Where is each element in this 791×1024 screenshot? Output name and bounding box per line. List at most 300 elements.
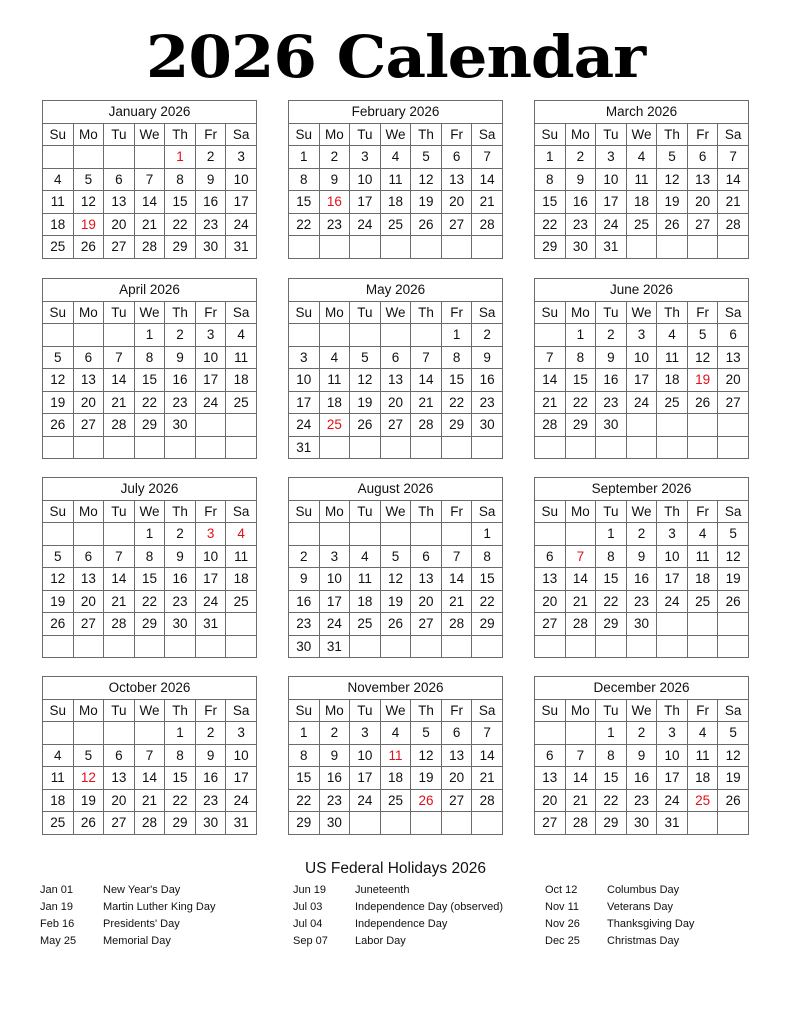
holiday-date: Jul 03	[293, 901, 323, 913]
weekday-header: Mo	[319, 500, 350, 523]
day-cell: 18	[226, 369, 257, 392]
day-cell: 19	[718, 767, 749, 790]
weekday-header: Mo	[565, 699, 596, 722]
week-row	[535, 324, 749, 347]
weekday-header: We	[626, 500, 657, 523]
day-cell: 1	[535, 146, 566, 169]
day-cell: 10	[657, 545, 688, 568]
day-cell: 1	[134, 324, 165, 347]
day-cell: 19	[350, 391, 381, 414]
day-cell: 8	[441, 346, 472, 369]
day-cell: 7	[535, 346, 566, 369]
month-table	[288, 100, 503, 259]
day-cell: 1	[565, 324, 596, 347]
day-cell: 5	[411, 146, 442, 169]
holiday-name: Memorial Day	[103, 935, 171, 947]
day-cell: 15	[165, 767, 196, 790]
month-calendar	[42, 477, 257, 658]
week-row	[535, 346, 749, 369]
day-cell: 15	[134, 568, 165, 591]
day-cell: 17	[195, 369, 226, 392]
day-cell: 6	[73, 545, 104, 568]
day-cell: 6	[441, 722, 472, 745]
holiday-name: Juneteenth	[355, 884, 410, 896]
month-table	[42, 477, 257, 658]
holiday-date: Jun 19	[293, 884, 327, 896]
empty-day-cell	[565, 436, 596, 459]
day-cell: 7	[134, 744, 165, 767]
day-cell: 27	[535, 613, 566, 636]
weekday-header: Su	[43, 500, 74, 523]
month-table	[534, 100, 749, 259]
day-cell: 4	[657, 324, 688, 347]
month-name: October 2026	[43, 677, 257, 700]
day-cell: 8	[134, 545, 165, 568]
empty-day-cell	[411, 523, 442, 546]
day-cell: 3	[195, 324, 226, 347]
empty-day-cell	[718, 812, 749, 835]
weekday-header: Tu	[350, 301, 381, 324]
empty-day-cell	[472, 635, 503, 658]
day-cell: 2	[195, 722, 226, 745]
weekday-header: Sa	[472, 699, 503, 722]
day-cell: 18	[43, 213, 74, 236]
week-row	[535, 722, 749, 745]
day-cell: 29	[134, 414, 165, 437]
weekday-header: Sa	[226, 301, 257, 324]
week-row	[43, 391, 257, 414]
holiday-entry	[293, 933, 533, 950]
week-row	[535, 613, 749, 636]
empty-day-cell	[657, 236, 688, 259]
day-cell: 15	[472, 568, 503, 591]
empty-day-cell	[535, 324, 566, 347]
weekday-header: Sa	[226, 500, 257, 523]
holiday-date: Jan 19	[40, 901, 74, 913]
empty-day-cell	[687, 613, 718, 636]
day-cell: 16	[596, 369, 627, 392]
weekday-header: We	[134, 500, 165, 523]
day-cell: 29	[596, 812, 627, 835]
day-cell: 7	[134, 168, 165, 191]
day-cell: 6	[104, 168, 135, 191]
month-table	[534, 477, 749, 658]
day-cell: 29	[472, 613, 503, 636]
day-cell: 27	[73, 613, 104, 636]
day-cell: 29	[565, 414, 596, 437]
day-cell: 8	[535, 168, 566, 191]
day-cell: 15	[134, 369, 165, 392]
month-name: November 2026	[289, 677, 503, 700]
day-cell: 25	[43, 236, 74, 259]
day-cell: 25	[350, 613, 381, 636]
weekday-header: Tu	[596, 500, 627, 523]
day-cell: 27	[687, 213, 718, 236]
day-cell: 4	[319, 346, 350, 369]
weekday-header: Sa	[472, 301, 503, 324]
empty-day-cell	[380, 236, 411, 259]
week-row	[535, 590, 749, 613]
week-row	[43, 590, 257, 613]
day-cell: 16	[289, 590, 320, 613]
day-cell: 21	[441, 590, 472, 613]
week-row	[43, 146, 257, 169]
empty-day-cell	[226, 436, 257, 459]
empty-day-cell	[165, 635, 196, 658]
day-cell: 12	[411, 744, 442, 767]
holiday-date: Feb 16	[40, 918, 75, 930]
day-cell: 20	[535, 590, 566, 613]
day-cell: 10	[657, 744, 688, 767]
weekday-header: We	[626, 123, 657, 146]
day-cell: 2	[626, 523, 657, 546]
holiday-day-cell: 25	[319, 414, 350, 437]
day-cell: 30	[165, 613, 196, 636]
day-cell: 17	[319, 590, 350, 613]
day-cell: 20	[104, 789, 135, 812]
day-cell: 26	[718, 789, 749, 812]
day-cell: 2	[195, 146, 226, 169]
empty-day-cell	[441, 436, 472, 459]
day-cell: 8	[289, 168, 320, 191]
holiday-name: Veterans Day	[607, 901, 674, 913]
holiday-name: Martin Luther King Day	[103, 901, 216, 913]
empty-day-cell	[411, 324, 442, 347]
day-cell: 14	[134, 191, 165, 214]
empty-day-cell	[226, 613, 257, 636]
day-cell: 4	[687, 523, 718, 546]
day-cell: 22	[165, 789, 196, 812]
holiday-day-cell: 26	[411, 789, 442, 812]
day-cell: 18	[380, 191, 411, 214]
empty-day-cell	[350, 635, 381, 658]
day-cell: 4	[687, 722, 718, 745]
empty-day-cell	[626, 236, 657, 259]
day-cell: 9	[319, 744, 350, 767]
weekday-header: We	[380, 301, 411, 324]
empty-day-cell	[626, 414, 657, 437]
day-cell: 22	[596, 590, 627, 613]
empty-day-cell	[718, 635, 749, 658]
day-cell: 13	[441, 744, 472, 767]
week-row	[535, 436, 749, 459]
day-cell: 18	[350, 590, 381, 613]
weekday-header: Fr	[687, 123, 718, 146]
day-cell: 5	[657, 146, 688, 169]
day-cell: 17	[226, 767, 257, 790]
day-cell: 3	[626, 324, 657, 347]
week-row	[43, 213, 257, 236]
day-cell: 5	[43, 346, 74, 369]
empty-day-cell	[134, 146, 165, 169]
week-row	[289, 722, 503, 745]
weekday-header: Su	[535, 500, 566, 523]
day-cell: 4	[43, 168, 74, 191]
day-cell: 22	[472, 590, 503, 613]
month-name: March 2026	[535, 101, 749, 124]
day-cell: 18	[626, 191, 657, 214]
day-cell: 15	[535, 191, 566, 214]
day-cell: 20	[104, 213, 135, 236]
weekday-header: Mo	[73, 699, 104, 722]
weekday-header: Fr	[441, 123, 472, 146]
day-cell: 2	[319, 722, 350, 745]
month-calendar	[534, 278, 749, 459]
empty-day-cell	[687, 812, 718, 835]
day-cell: 11	[43, 191, 74, 214]
day-cell: 19	[43, 590, 74, 613]
month-name: April 2026	[43, 279, 257, 302]
day-cell: 28	[565, 613, 596, 636]
day-cell: 9	[289, 568, 320, 591]
day-cell: 5	[718, 523, 749, 546]
month-table	[534, 278, 749, 459]
day-cell: 27	[104, 236, 135, 259]
day-cell: 20	[441, 767, 472, 790]
day-cell: 28	[441, 613, 472, 636]
day-cell: 23	[565, 213, 596, 236]
weekday-header: Fr	[195, 699, 226, 722]
day-cell: 23	[319, 213, 350, 236]
holiday-entry	[293, 899, 533, 916]
empty-day-cell	[289, 324, 320, 347]
day-cell: 13	[411, 568, 442, 591]
weekday-header: Tu	[596, 123, 627, 146]
day-cell: 24	[226, 213, 257, 236]
holiday-day-cell: 19	[73, 213, 104, 236]
day-cell: 29	[596, 613, 627, 636]
day-cell: 13	[73, 568, 104, 591]
day-cell: 17	[350, 767, 381, 790]
empty-day-cell	[626, 635, 657, 658]
day-cell: 14	[472, 744, 503, 767]
day-cell: 11	[226, 346, 257, 369]
week-row	[43, 545, 257, 568]
day-cell: 15	[289, 191, 320, 214]
weekday-header: Th	[657, 123, 688, 146]
month-name: June 2026	[535, 279, 749, 302]
empty-day-cell	[535, 722, 566, 745]
holiday-name: Independence Day (observed)	[355, 901, 503, 913]
week-row	[43, 414, 257, 437]
day-cell: 3	[350, 146, 381, 169]
day-cell: 23	[165, 391, 196, 414]
weekday-header: Tu	[104, 301, 135, 324]
empty-day-cell	[441, 812, 472, 835]
weekday-header: Th	[411, 500, 442, 523]
day-cell: 17	[350, 191, 381, 214]
week-row	[535, 168, 749, 191]
day-cell: 26	[657, 213, 688, 236]
day-cell: 31	[657, 812, 688, 835]
day-cell: 20	[687, 191, 718, 214]
month-table	[42, 676, 257, 835]
day-cell: 20	[73, 590, 104, 613]
day-cell: 2	[165, 324, 196, 347]
week-row	[289, 789, 503, 812]
weekday-header: Th	[165, 500, 196, 523]
week-row	[43, 369, 257, 392]
month-name: May 2026	[289, 279, 503, 302]
week-row	[43, 789, 257, 812]
day-cell: 12	[380, 568, 411, 591]
day-cell: 22	[596, 789, 627, 812]
week-row	[535, 767, 749, 790]
day-cell: 27	[718, 391, 749, 414]
day-cell: 19	[718, 568, 749, 591]
week-row	[289, 213, 503, 236]
day-cell: 7	[104, 346, 135, 369]
day-cell: 9	[626, 744, 657, 767]
month-name: August 2026	[289, 478, 503, 501]
holiday-date: Nov 11	[545, 901, 580, 913]
holiday-entry	[40, 933, 280, 950]
day-cell: 13	[718, 346, 749, 369]
holiday-name: Labor Day	[355, 935, 406, 947]
day-cell: 27	[104, 812, 135, 835]
day-cell: 4	[350, 545, 381, 568]
day-cell: 31	[226, 812, 257, 835]
day-cell: 17	[596, 191, 627, 214]
empty-day-cell	[73, 722, 104, 745]
day-cell: 28	[134, 236, 165, 259]
empty-day-cell	[289, 523, 320, 546]
week-row	[43, 168, 257, 191]
empty-day-cell	[350, 812, 381, 835]
holiday-name: Presidents' Day	[103, 918, 180, 930]
month-table	[288, 278, 503, 459]
day-cell: 6	[441, 146, 472, 169]
day-cell: 10	[226, 744, 257, 767]
day-cell: 3	[596, 146, 627, 169]
day-cell: 24	[195, 590, 226, 613]
weekday-header: Su	[43, 123, 74, 146]
holiday-entry	[545, 916, 785, 933]
day-cell: 8	[596, 545, 627, 568]
empty-day-cell	[441, 236, 472, 259]
weekday-header: Sa	[718, 699, 749, 722]
day-cell: 29	[441, 414, 472, 437]
empty-day-cell	[73, 436, 104, 459]
holiday-day-cell: 19	[687, 369, 718, 392]
day-cell: 21	[718, 191, 749, 214]
weekday-header: Mo	[73, 123, 104, 146]
day-cell: 18	[687, 767, 718, 790]
day-cell: 11	[226, 545, 257, 568]
day-cell: 9	[165, 545, 196, 568]
empty-day-cell	[687, 436, 718, 459]
weekday-header: Th	[411, 699, 442, 722]
day-cell: 14	[134, 767, 165, 790]
day-cell: 5	[411, 722, 442, 745]
day-cell: 25	[380, 789, 411, 812]
empty-day-cell	[134, 436, 165, 459]
page-title: 2026 Calendar	[145, 23, 646, 91]
day-cell: 8	[165, 168, 196, 191]
day-cell: 1	[289, 722, 320, 745]
weekday-header: Tu	[104, 500, 135, 523]
month-name: September 2026	[535, 478, 749, 501]
week-row	[43, 236, 257, 259]
holiday-name: New Year's Day	[103, 884, 181, 896]
day-cell: 19	[411, 191, 442, 214]
week-row	[43, 436, 257, 459]
holiday-entry	[293, 882, 533, 899]
holiday-date: May 25	[40, 935, 77, 947]
week-row	[289, 523, 503, 546]
day-cell: 30	[626, 613, 657, 636]
day-cell: 11	[657, 346, 688, 369]
day-cell: 13	[535, 767, 566, 790]
day-cell: 18	[43, 789, 74, 812]
day-cell: 9	[596, 346, 627, 369]
week-row	[535, 545, 749, 568]
day-cell: 6	[687, 146, 718, 169]
day-cell: 8	[289, 744, 320, 767]
day-cell: 12	[687, 346, 718, 369]
month-table	[534, 676, 749, 835]
day-cell: 29	[165, 236, 196, 259]
day-cell: 22	[289, 789, 320, 812]
week-row	[43, 744, 257, 767]
month-name: December 2026	[535, 677, 749, 700]
weekday-header: Tu	[350, 123, 381, 146]
weekday-header: Fr	[195, 301, 226, 324]
day-cell: 14	[104, 369, 135, 392]
empty-day-cell	[195, 414, 226, 437]
day-cell: 9	[195, 168, 226, 191]
empty-day-cell	[43, 722, 74, 745]
day-cell: 29	[134, 613, 165, 636]
holiday-date: Jan 01	[40, 884, 74, 896]
empty-day-cell	[43, 324, 74, 347]
holiday-entry	[40, 916, 280, 933]
day-cell: 13	[441, 168, 472, 191]
day-cell: 21	[472, 191, 503, 214]
day-cell: 10	[350, 744, 381, 767]
empty-day-cell	[319, 236, 350, 259]
day-cell: 22	[165, 213, 196, 236]
day-cell: 10	[596, 168, 627, 191]
day-cell: 23	[626, 789, 657, 812]
day-cell: 18	[226, 568, 257, 591]
holiday-entry	[40, 882, 280, 899]
day-cell: 2	[596, 324, 627, 347]
day-cell: 25	[43, 812, 74, 835]
holiday-name: Christmas Day	[607, 935, 680, 947]
empty-day-cell	[596, 436, 627, 459]
weekday-header: Sa	[226, 699, 257, 722]
day-cell: 14	[565, 568, 596, 591]
holiday-day-cell: 12	[73, 767, 104, 790]
day-cell: 11	[380, 168, 411, 191]
day-cell: 1	[596, 722, 627, 745]
day-cell: 31	[226, 236, 257, 259]
day-cell: 2	[165, 523, 196, 546]
day-cell: 12	[657, 168, 688, 191]
empty-day-cell	[657, 436, 688, 459]
day-cell: 11	[687, 744, 718, 767]
holiday-name: Columbus Day	[607, 884, 680, 896]
empty-day-cell	[104, 635, 135, 658]
holiday-day-cell: 1	[165, 146, 196, 169]
day-cell: 16	[626, 767, 657, 790]
empty-day-cell	[441, 523, 472, 546]
day-cell: 5	[718, 722, 749, 745]
empty-day-cell	[380, 324, 411, 347]
week-row	[43, 191, 257, 214]
day-cell: 8	[472, 545, 503, 568]
